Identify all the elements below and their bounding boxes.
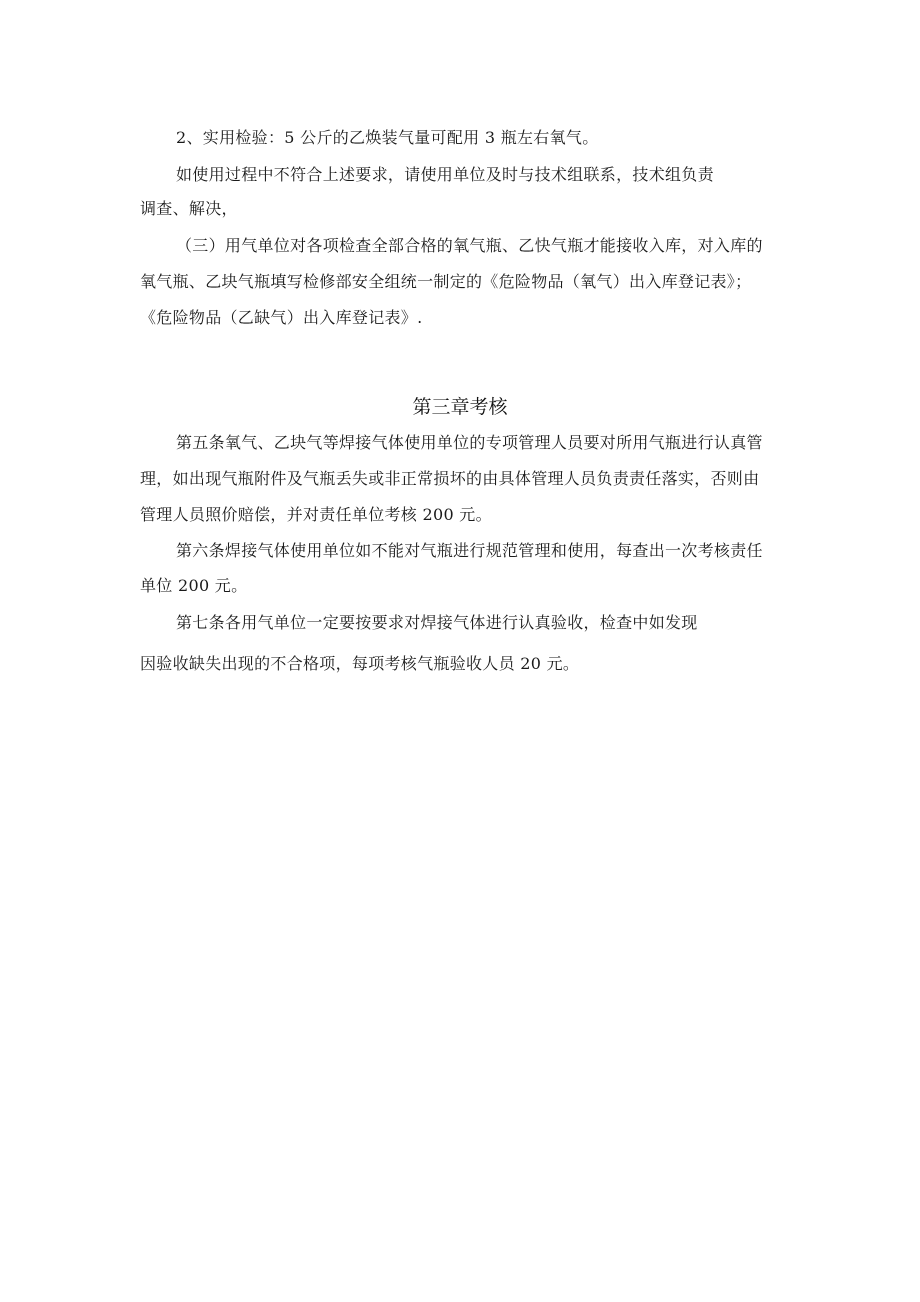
- contact-tech-group-line: 如使用过程中不符合上述要求，请使用单位及时与技术组联系，技术组负责: [176, 165, 714, 184]
- investigate-resolve-line: 调查、解决，: [140, 199, 238, 218]
- practical-inspection-line: 2、实用检验：5 公斤的乙焕装气量可配用 3 瓶左右氧气。: [176, 128, 599, 147]
- article-five-line-2: 理，如出现气瓶附件及气瓶丢失或非正常损坏的由具体管理人员负责责任落实，否则由: [140, 469, 760, 488]
- article-seven-line-2: 因验收缺失出现的不合格项，每项考核气瓶验收人员 20 元。: [140, 654, 580, 673]
- article-six-line-2: 单位 200 元。: [140, 576, 248, 595]
- article-six-line-1: 第六条焊接气体使用单位如不能对气瓶进行规范管理和使用，每查出一次考核责任: [176, 541, 763, 560]
- item-three-line-2: 氧气瓶、乙块气瓶填写检修部安全组统一制定的《危险物品（氧气）出入库登记表》；: [140, 272, 752, 291]
- article-seven-line-1: 第七条各用气单位一定要按要求对焊接气体进行认真验收，检查中如发现: [176, 613, 698, 632]
- chapter-three-title: 第三章考核: [412, 396, 508, 418]
- item-three-line-1: （三）用气单位对各项检查全部合格的氧气瓶、乙快气瓶才能接收入库，对入库的: [176, 236, 763, 255]
- item-three-line-3: 《危险物品（乙缺气）出入库登记表》.: [140, 308, 423, 327]
- article-five-line-3: 管理人员照价赔偿，并对责任单位考核 200 元。: [140, 505, 492, 524]
- article-five-line-1: 第五条氧气、乙块气等焊接气体使用单位的专项管理人员要对所用气瓶进行认真管: [176, 433, 763, 452]
